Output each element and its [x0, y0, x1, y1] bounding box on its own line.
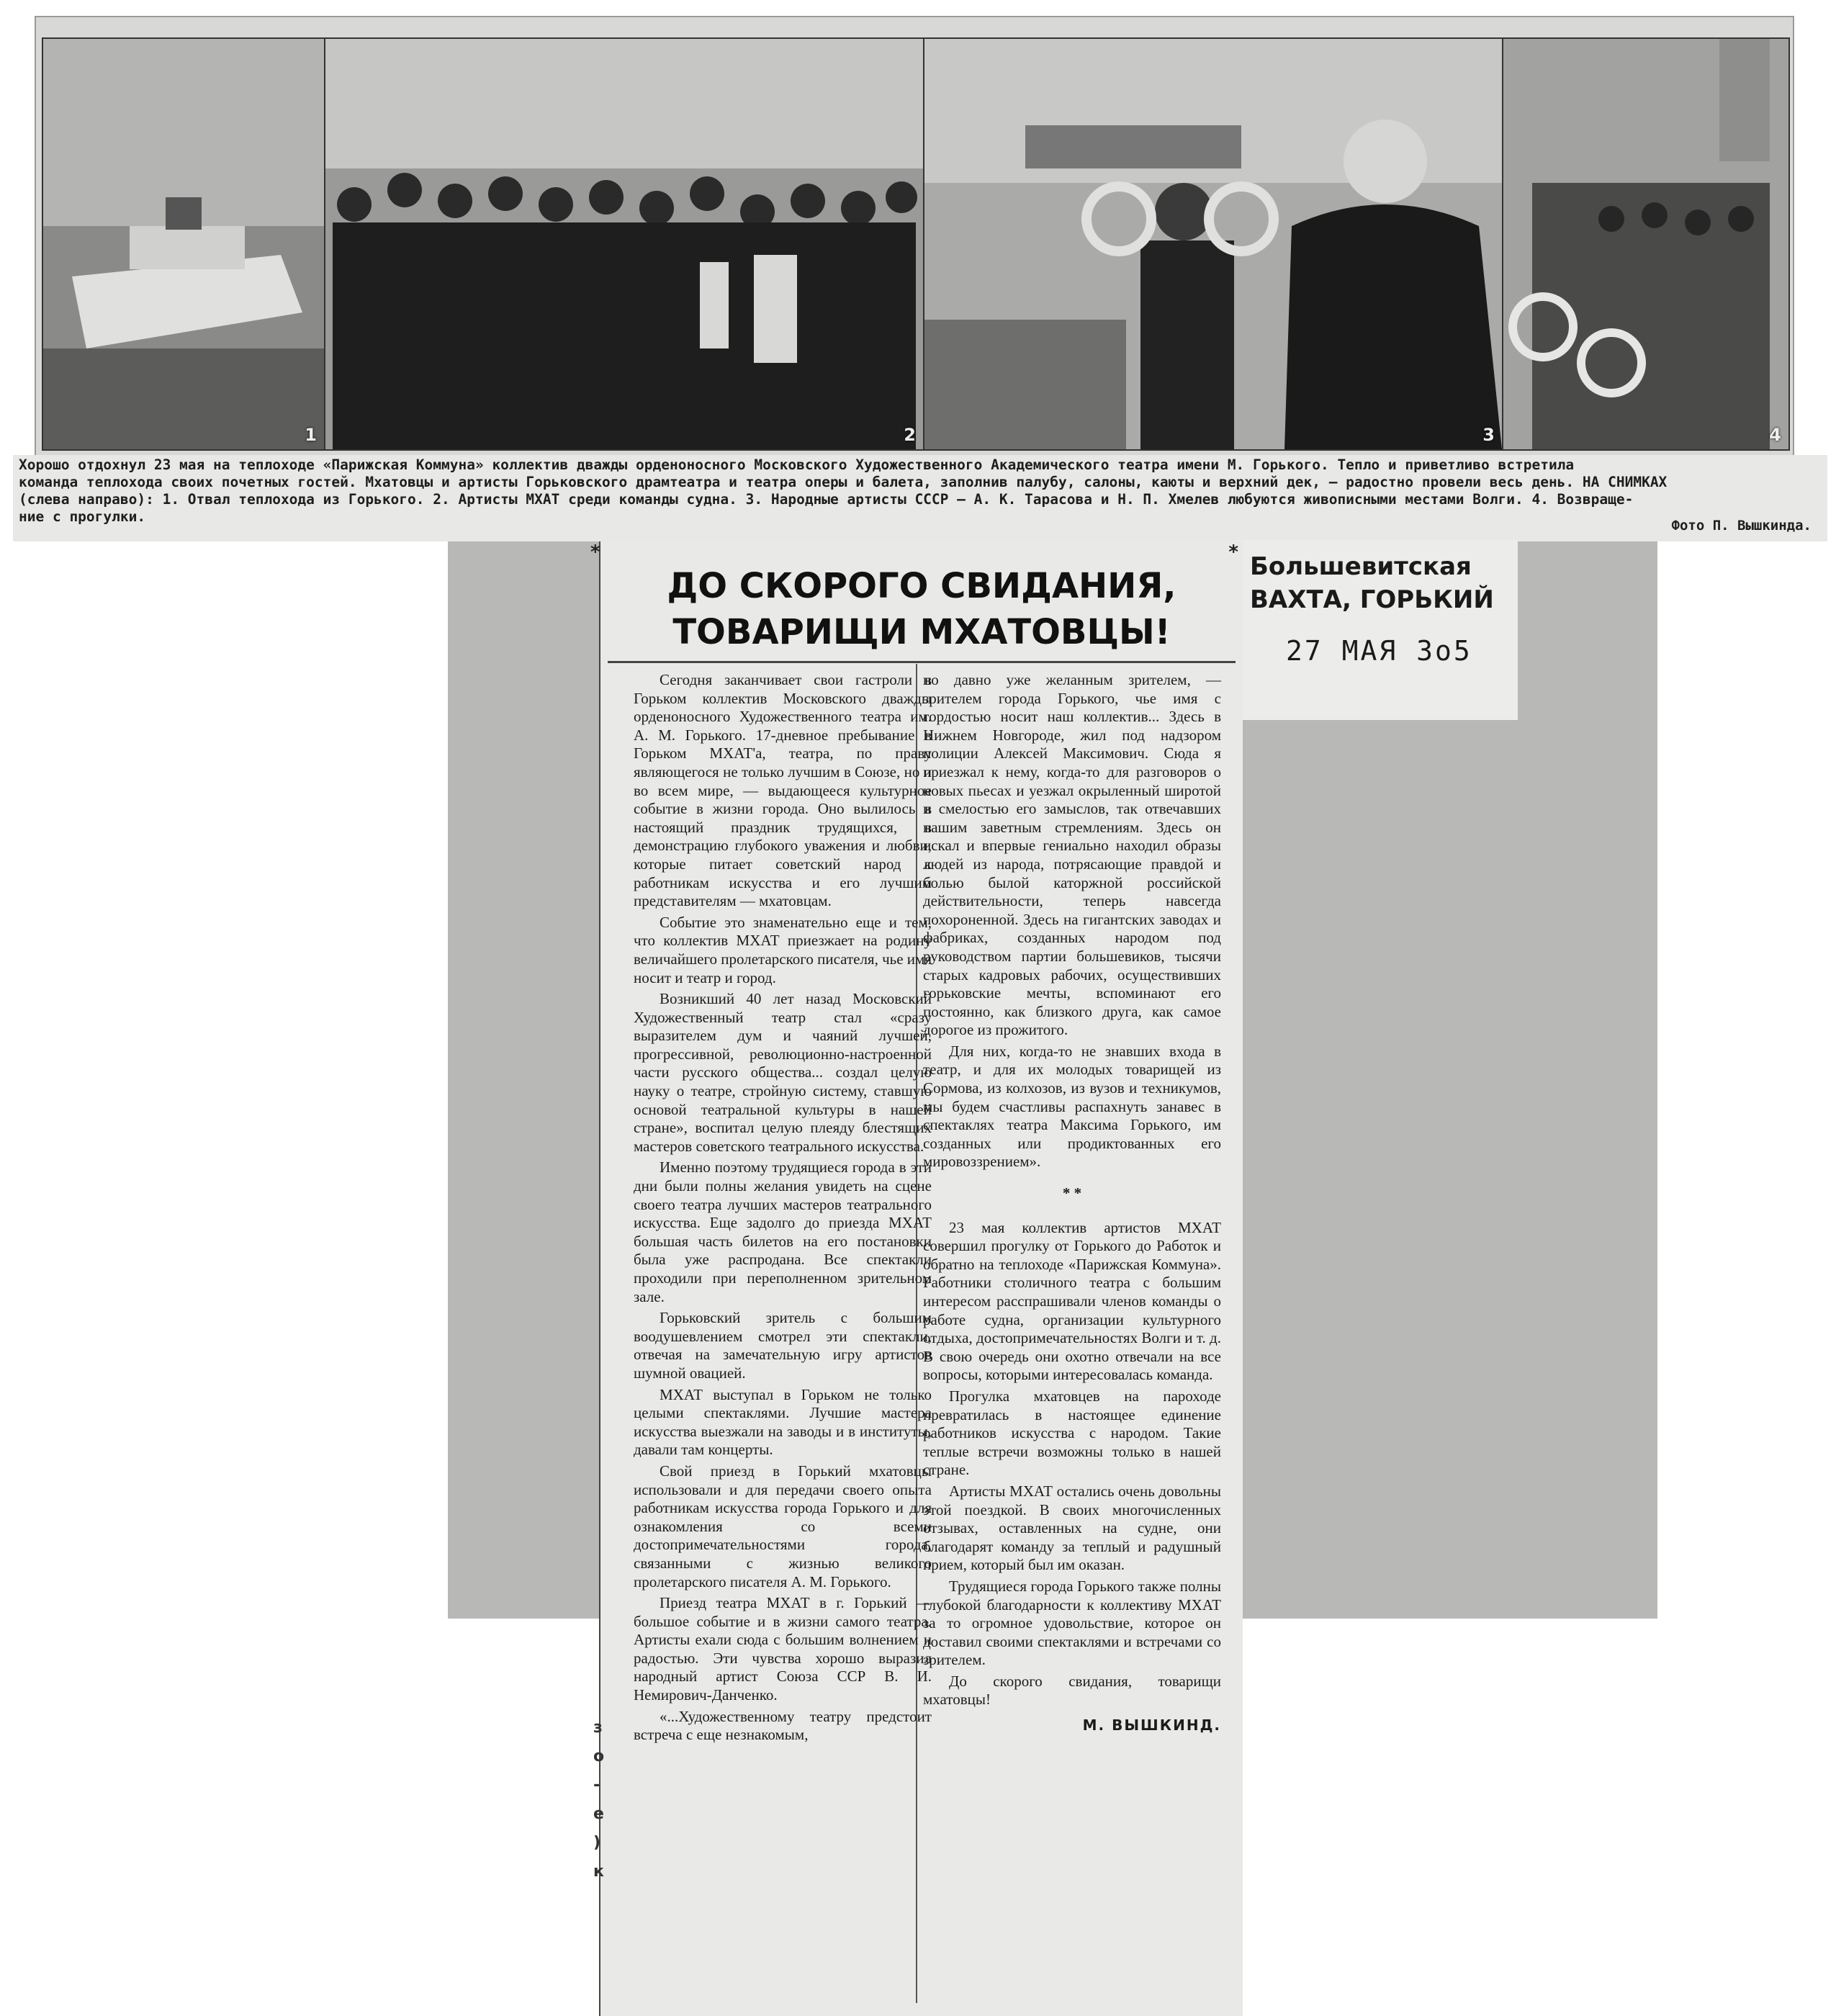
photo-number: 4 — [1769, 425, 1781, 445]
stamp-date: 27 МАЯ 3о5 — [1286, 635, 1472, 667]
paragraph: Для них, когда-то не знавших входа в театр, и для их молодых товарищей из Сормова, из колхозов, из вузов и техникумов, мы будем счастливы распахнуть занавес в спектаклях театра Максима Горького, им созданных или продиктованных его мировоззрением». — [923, 1042, 1221, 1171]
paragraph: МХАТ выступал в Горьком не только целыми спектаклями. Лучшие мастера искусства выезжали на заводы и в институты, давали там концерты. — [634, 1385, 932, 1459]
paragraph: 23 мая коллектив артистов МХАТ совершил прогулку от Горького до Работок и обратно на теплоходе «Парижская Коммуна». Работники столичного театра с большим интересом расспрашивали членов команды о работе судна, организации культурного отдыха, достопримечательностях Волги и т. д. В свою очередь они охотно отвечали на все вопросы, которыми интересовалась команда. — [923, 1218, 1221, 1384]
star-mark: * — [1228, 541, 1238, 563]
photo-tarasova-khmelev — [923, 37, 1503, 451]
paragraph: Трудящиеся города Горького также полны глубокой благодарности к коллективу МХАТ за то огромное удовольствие, которое он доставил своими спектаклями и встречами со зрителем. — [923, 1577, 1221, 1669]
photo-caption — [13, 455, 1827, 541]
paragraph: Горьковский зритель с большим воодушевлением смотрел эти спектакли, отвечая на замечательную игру артистов шумной овацией. — [634, 1309, 932, 1382]
author-signature: М. ВЫШКИНД. — [1082, 1716, 1221, 1734]
paragraph: Сегодня заканчивает свои гастроли в Горьком коллектив Московского дважды орденоносного Художественного театра им. А. М. Горького. 17-дневное пребывание в Горьком МХАТ'а, театра, по праву являющегося не только лучшим в Союзе, но и во всем мире, — выдающееся культурное событие в жизни города. Оно вылилось в настоящий праздник трудящихся, в демонстрацию глубокого уважения и любви, которые питает советский народ к работникам искусства и его лучшим представителям — мхатовцам. — [634, 671, 932, 910]
photo-strip — [35, 16, 1794, 458]
paragraph: Приезд театра МХАТ в г. Горький — большое событие и в жизни самого театра. Артисты ехали сюда с большим волнением и радостью. Эти чувства хорошо выразил народный артист Союза ССР В. И. Немирович-Данченко. — [634, 1594, 932, 1704]
margin-char: о — [593, 1747, 605, 1765]
margin-fragment — [593, 1714, 603, 1886]
headline-rule — [608, 661, 1236, 663]
headline-line: ТОВАРИЩИ МХАТОВЦЫ! — [672, 612, 1171, 652]
article — [590, 541, 1243, 2016]
paragraph: До скорого свидания, товарищи мхатовцы! — [923, 1672, 1221, 1709]
newspaper-name-line: ВАХТА, ГОРЬКИЙ — [1250, 585, 1494, 614]
paragraph: Именно поэтому трудящиеся города в эти дни были полны желания увидеть на сцене своего театра лучших мастеров театрального искусства. Еще задолго до приезда МХАТ большая часть билетов на его постановки была уже распродана. Все спектакли проходили при переполненном зрительном зале. — [634, 1158, 932, 1305]
caption-line: команда теплохода своих почетных гостей. Мхатовцы и артисты Горьковского драмтеатра и театра оперы и балета, заполнив палубу, салоны, каюты и верхний дек, — радостно провели весь день. НА СНИМКАХ — [19, 474, 1668, 490]
margin-char: - — [593, 1776, 600, 1794]
paragraph: но давно уже желанным зрителем, — зрителем города Горького, чье имя с гордостью носит наш коллектив... Здесь в Нижнем Новгороде, жил под надзором полиции Алексей Максимович. Сюда я приезжал к нему, когда-то для разговоров о новых пьесах и уезжал окрыленный широтой и смелостью его замыслов, так отвечавших нашим заветным стремлениям. Здесь он искал и впервые гениально находил образы людей из народа, потрясающие правдой и болью былой каторжной российской действительности, теперь навсегда похороненной. Здесь на гигантских заводах и фабриках, созданных народом под руководством партии большевиков, тысячи старых кадровых рабочих, осуществивших горьковские мечты, вспоминают его постоянно, как близкого друга, как самое дорогое из прожитого. — [923, 671, 1221, 1039]
section-asterism: * * — [1062, 1184, 1082, 1202]
paragraph: Свой приезд в Горький мхатовцы использовали и для передачи своего опыта работникам искусства города Горького и для ознакомления со всеми достопримечательностями города, связанными с жизнью великого пролетарского писателя А. М. Горького. — [634, 1462, 932, 1590]
article-headline — [600, 563, 1243, 655]
paragraph: Прогулка мхатовцев на пароходе превратилась в настоящее единение работников искусства с народом. Такие теплые встречи возможны только в нашей стране. — [923, 1387, 1221, 1479]
photo-return-trip — [1502, 37, 1790, 451]
margin-char: з — [593, 1719, 603, 1737]
photo-number: 2 — [904, 425, 916, 445]
newspaper-stamp — [1233, 540, 1518, 720]
photo-number: 1 — [305, 425, 317, 445]
margin-char: ) — [593, 1834, 601, 1852]
photo-credit: Фото П. Вышкинда. — [1671, 518, 1812, 534]
paragraph: «...Художественному театру предстоит встреча с еще незнакомым, — [634, 1707, 932, 1744]
paragraph: Возникший 40 лет назад Московский Художественный театр стал «сразу выразителем дум и чаяний лучшей, прогрессивной, революционно-настроенной части русского общества... создал целую науку о театре, стройную систему, ставшую основой театральной культуры в нашей стране», воспитал целую плеяду блестящих мастеров советского театрального искусства. — [634, 990, 932, 1155]
caption-line: Хорошо отдохнул 23 мая на теплоходе «Парижская Коммуна» коллектив дважды орденоносного Московского Художественного Академического театра имени М. Горького. Тепло и приветливо встретила — [19, 456, 1575, 473]
article-column-1 — [634, 671, 932, 1747]
star-mark: * — [590, 541, 600, 563]
paragraph: Артисты МХАТ остались очень довольны этой поездкой. В своих многочисленных отзывах, оставленных на судне, они благодарят команду за теплый и радушный прием, который был им оказан. — [923, 1482, 1221, 1574]
photo-number: 3 — [1482, 425, 1495, 445]
paragraph: Событие это знаменательно еще и тем, что коллектив МХАТ приезжает на родину величайшего пролетарского писателя, чье имя носит и театр и город. — [634, 913, 932, 986]
headline-line: ДО СКОРОГО СВИДАНИЯ, — [667, 566, 1176, 606]
photo-artists-with-crew — [324, 37, 924, 451]
newspaper-name — [1250, 550, 1502, 616]
margin-char: е — [593, 1805, 604, 1823]
caption-line: (слева направо): 1. Отвал теплохода из Горького. 2. Артисты МХАТ среди команды судна. 3. Народные артисты СССР — А. К. Тарасова и Н. П. Хмелев любуются живописными местами Волги. 4. Возвраще- — [19, 491, 1634, 508]
photo-ship-departure — [42, 37, 325, 451]
caption-line: ние с прогулки. — [19, 508, 146, 525]
newspaper-name-line: Большевитская — [1250, 552, 1472, 581]
article-column-2 — [923, 671, 1221, 1735]
margin-char: к — [593, 1863, 604, 1881]
